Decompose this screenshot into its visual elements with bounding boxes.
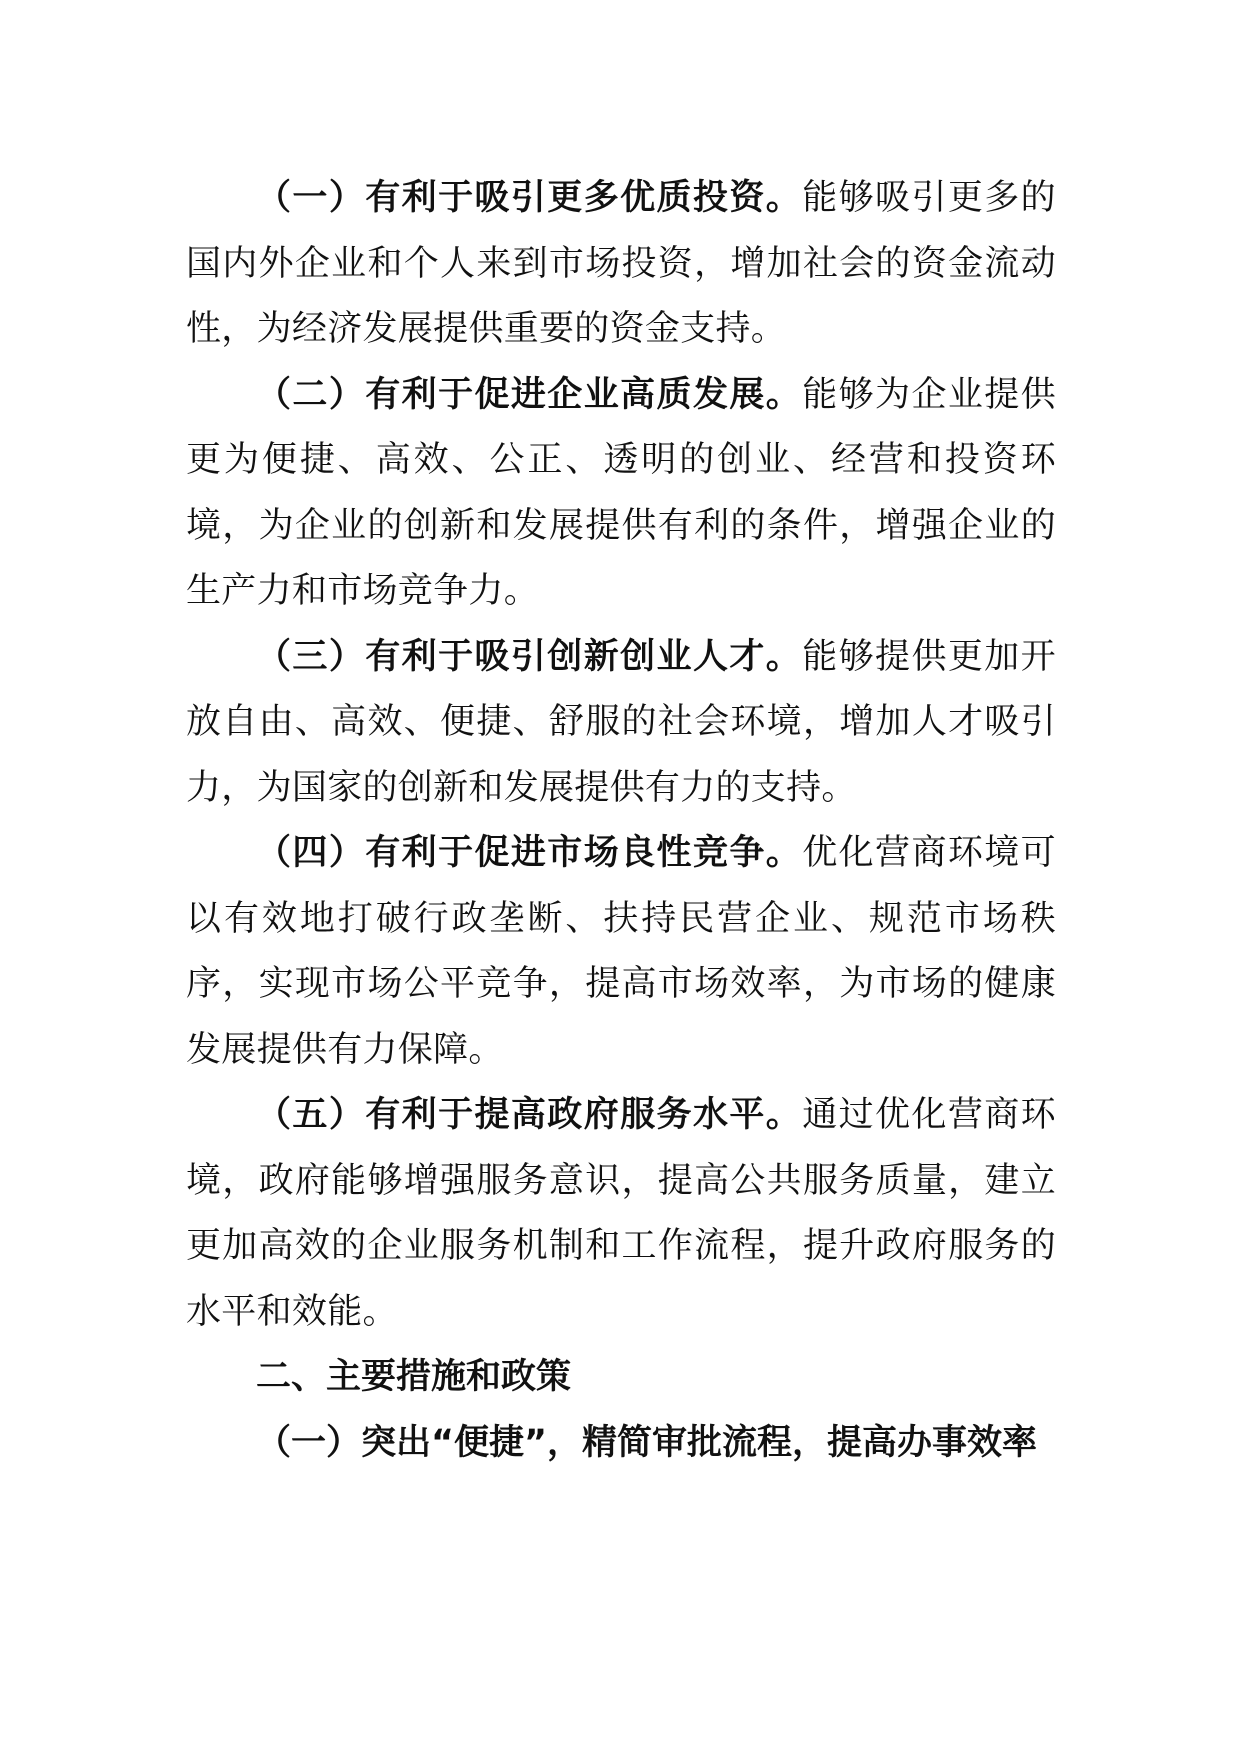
- paragraph-3: [186, 625, 1056, 822]
- paragraph-4: [186, 821, 1056, 1083]
- subsection-heading: （一）突出“便捷”，精简审批流程，提高办事效率: [256, 1422, 1038, 1463]
- paragraph-3-lead: （三）有利于吸引创新创业人才。: [256, 636, 803, 677]
- paragraph-4-lead: （四）有利于促进市场良性竞争。: [256, 833, 803, 873]
- paragraph-2-body: 能够为企业提供更为便捷、高效、公正、透明的创业、经营和投资环境，为企业的创新和发展提供有利的条件，增强企业的生产力和市场竞争力。: [186, 374, 1056, 611]
- paragraph-1-lead: （一）有利于吸引更多优质投资。: [256, 178, 803, 218]
- paragraph-5-lead: （五）有利于提高政府服务水平。: [256, 1095, 803, 1135]
- paragraph-5: [186, 1083, 1056, 1345]
- paragraph-1: [186, 166, 1056, 363]
- paragraph-5-body: 通过优化营商环境，政府能够增强服务意识，提高公共服务质量，建立更加高效的企业服务机制和工作流程，提升政府服务的水平和效能。: [186, 1095, 1056, 1332]
- paragraph-1-body: 能够吸引更多的国内外企业和个人来到市场投资，增加社会的资金流动性，为经济发展提供重要的资金支持。: [186, 178, 1056, 349]
- section-heading: 二、主要措施和政策: [256, 1357, 572, 1397]
- document-page: [186, 166, 1056, 1476]
- paragraph-3-body: 能够提供更加开放自由、高效、便捷、舒服的社会环境，增加人才吸引力，为国家的创新和发展提供有力的支持。: [186, 636, 1056, 808]
- paragraph-2: [186, 363, 1056, 625]
- paragraph-2-lead: （二）有利于促进企业高质发展。: [256, 374, 803, 415]
- paragraph-4-body: 优化营商环境可以有效地打破行政垄断、扶持民营企业、规范市场秩序，实现市场公平竞争，提高市场效率，为市场的健康发展提供有力保障。: [186, 833, 1056, 1070]
